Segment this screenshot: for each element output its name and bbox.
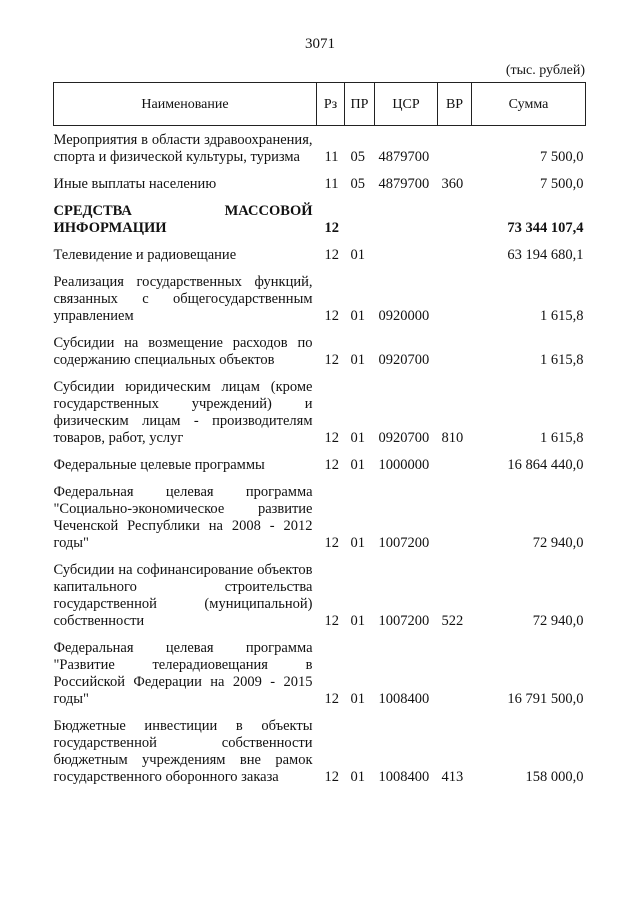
table-row (54, 126, 586, 167)
row-name: СРЕДСТВА МАССОВОЙ ИНФОРМАЦИИ (53, 203, 313, 236)
table-row (54, 237, 586, 264)
row-rz: 11 (324, 149, 339, 165)
table-body (54, 126, 586, 787)
row-pr: 01 (350, 308, 365, 324)
table-row (54, 325, 586, 369)
row-rz: 12 (324, 220, 339, 236)
row-vr (438, 630, 472, 708)
row-csr: 0920700 (378, 430, 430, 446)
row-sum: 1 615,8 (540, 430, 584, 446)
column-header-rz: Рз (317, 83, 345, 126)
row-sum: 16 791 500,0 (507, 691, 584, 707)
row-name: Субсидии на возмещение расходов по содержанию специальных объектов (53, 335, 313, 368)
column-header-vr: ВР (438, 83, 472, 126)
row-csr: 4879700 (378, 149, 430, 165)
table-row (54, 193, 586, 237)
row-rz: 12 (324, 613, 339, 629)
row-pr: 01 (350, 535, 365, 551)
row-pr: 01 (350, 613, 365, 629)
row-vr (438, 126, 472, 167)
row-pr: 01 (350, 430, 365, 446)
row-sum: 16 864 440,0 (507, 457, 584, 473)
row-vr: 360 (441, 176, 464, 192)
table-row (54, 552, 586, 630)
row-name: Федеральная целевая программа "Социально-экономическое развитие Чеченской Республики на 2008 - 2012 годы" (53, 484, 313, 551)
row-pr: 01 (350, 691, 365, 707)
row-vr (438, 264, 472, 325)
row-vr: 522 (441, 613, 464, 629)
column-header-sum: Сумма (472, 83, 586, 126)
row-vr (438, 193, 472, 237)
row-rz: 12 (324, 691, 339, 707)
row-sum: 7 500,0 (540, 149, 584, 165)
row-csr: 0920000 (378, 308, 430, 324)
table-header-row (54, 83, 586, 126)
units-label: (тыс. рублей) (505, 63, 585, 78)
row-pr: 05 (350, 149, 365, 165)
row-rz: 12 (324, 352, 339, 368)
row-csr (375, 193, 438, 237)
row-csr: 1007200 (378, 535, 430, 551)
row-vr: 413 (441, 769, 464, 785)
row-pr: 01 (350, 247, 365, 263)
row-csr: 0920700 (378, 352, 430, 368)
row-name: Мероприятия в области здравоохранения, спорта и физической культуры, туризма (53, 132, 313, 165)
row-sum: 72 940,0 (532, 613, 584, 629)
row-vr (438, 474, 472, 552)
row-pr: 01 (350, 352, 365, 368)
row-sum: 73 344 107,4 (507, 220, 584, 236)
row-name: Бюджетные инвестиции в объекты государственной собственности бюджетным учреждениям вне рамок государственного оборонного заказа (53, 718, 313, 785)
row-name: Телевидение и радиовещание (53, 247, 237, 263)
row-rz: 11 (324, 176, 339, 192)
row-sum: 72 940,0 (532, 535, 584, 551)
page-number: 3071 (305, 36, 335, 52)
table-row (54, 630, 586, 708)
column-header-pr: ПР (345, 83, 375, 126)
row-rz: 12 (324, 247, 339, 263)
row-csr: 4879700 (378, 176, 430, 192)
table-row (54, 474, 586, 552)
table-row (54, 447, 586, 474)
row-sum: 1 615,8 (540, 308, 584, 324)
row-sum: 7 500,0 (540, 176, 584, 192)
row-csr: 1008400 (378, 691, 430, 707)
row-csr: 1000000 (378, 457, 430, 473)
table-row (54, 166, 586, 193)
row-name: Федеральные целевые программы (53, 457, 265, 473)
row-pr: 05 (350, 176, 365, 192)
table-row (54, 264, 586, 325)
row-name: Реализация государственных функций, связанных с общегосударственным управлением (53, 274, 313, 324)
row-csr (375, 237, 438, 264)
row-rz: 12 (324, 430, 339, 446)
row-csr: 1008400 (378, 769, 430, 785)
table-row (54, 369, 586, 447)
row-rz: 12 (324, 457, 339, 473)
row-sum: 63 194 680,1 (507, 247, 584, 263)
row-vr (438, 447, 472, 474)
row-name: Субсидии юридическим лицам (кроме государственных учреждений) и физическим лицам - производителям товаров, работ, услуг (53, 379, 313, 446)
row-sum: 158 000,0 (525, 769, 584, 785)
row-rz: 12 (324, 769, 339, 785)
row-vr: 810 (441, 430, 464, 446)
column-header-csr: ЦСР (375, 83, 438, 126)
column-header-name: Наименование (54, 83, 317, 126)
budget-table (53, 82, 586, 786)
row-vr (438, 237, 472, 264)
row-name: Субсидии на софинансирование объектов капитального строительства государственной (муниципальной) собственности (53, 562, 313, 629)
row-pr (345, 193, 375, 237)
row-pr: 01 (350, 457, 365, 473)
row-name: Иные выплаты населению (53, 176, 217, 192)
row-csr: 1007200 (378, 613, 430, 629)
row-pr: 01 (350, 769, 365, 785)
table-row (54, 708, 586, 786)
row-name: Федеральная целевая программа "Развитие телерадиовещания в Российской Федерации на 2009 - 2015 годы" (53, 640, 313, 707)
row-rz: 12 (324, 535, 339, 551)
row-sum: 1 615,8 (540, 352, 584, 368)
row-vr (438, 325, 472, 369)
row-rz: 12 (324, 308, 339, 324)
